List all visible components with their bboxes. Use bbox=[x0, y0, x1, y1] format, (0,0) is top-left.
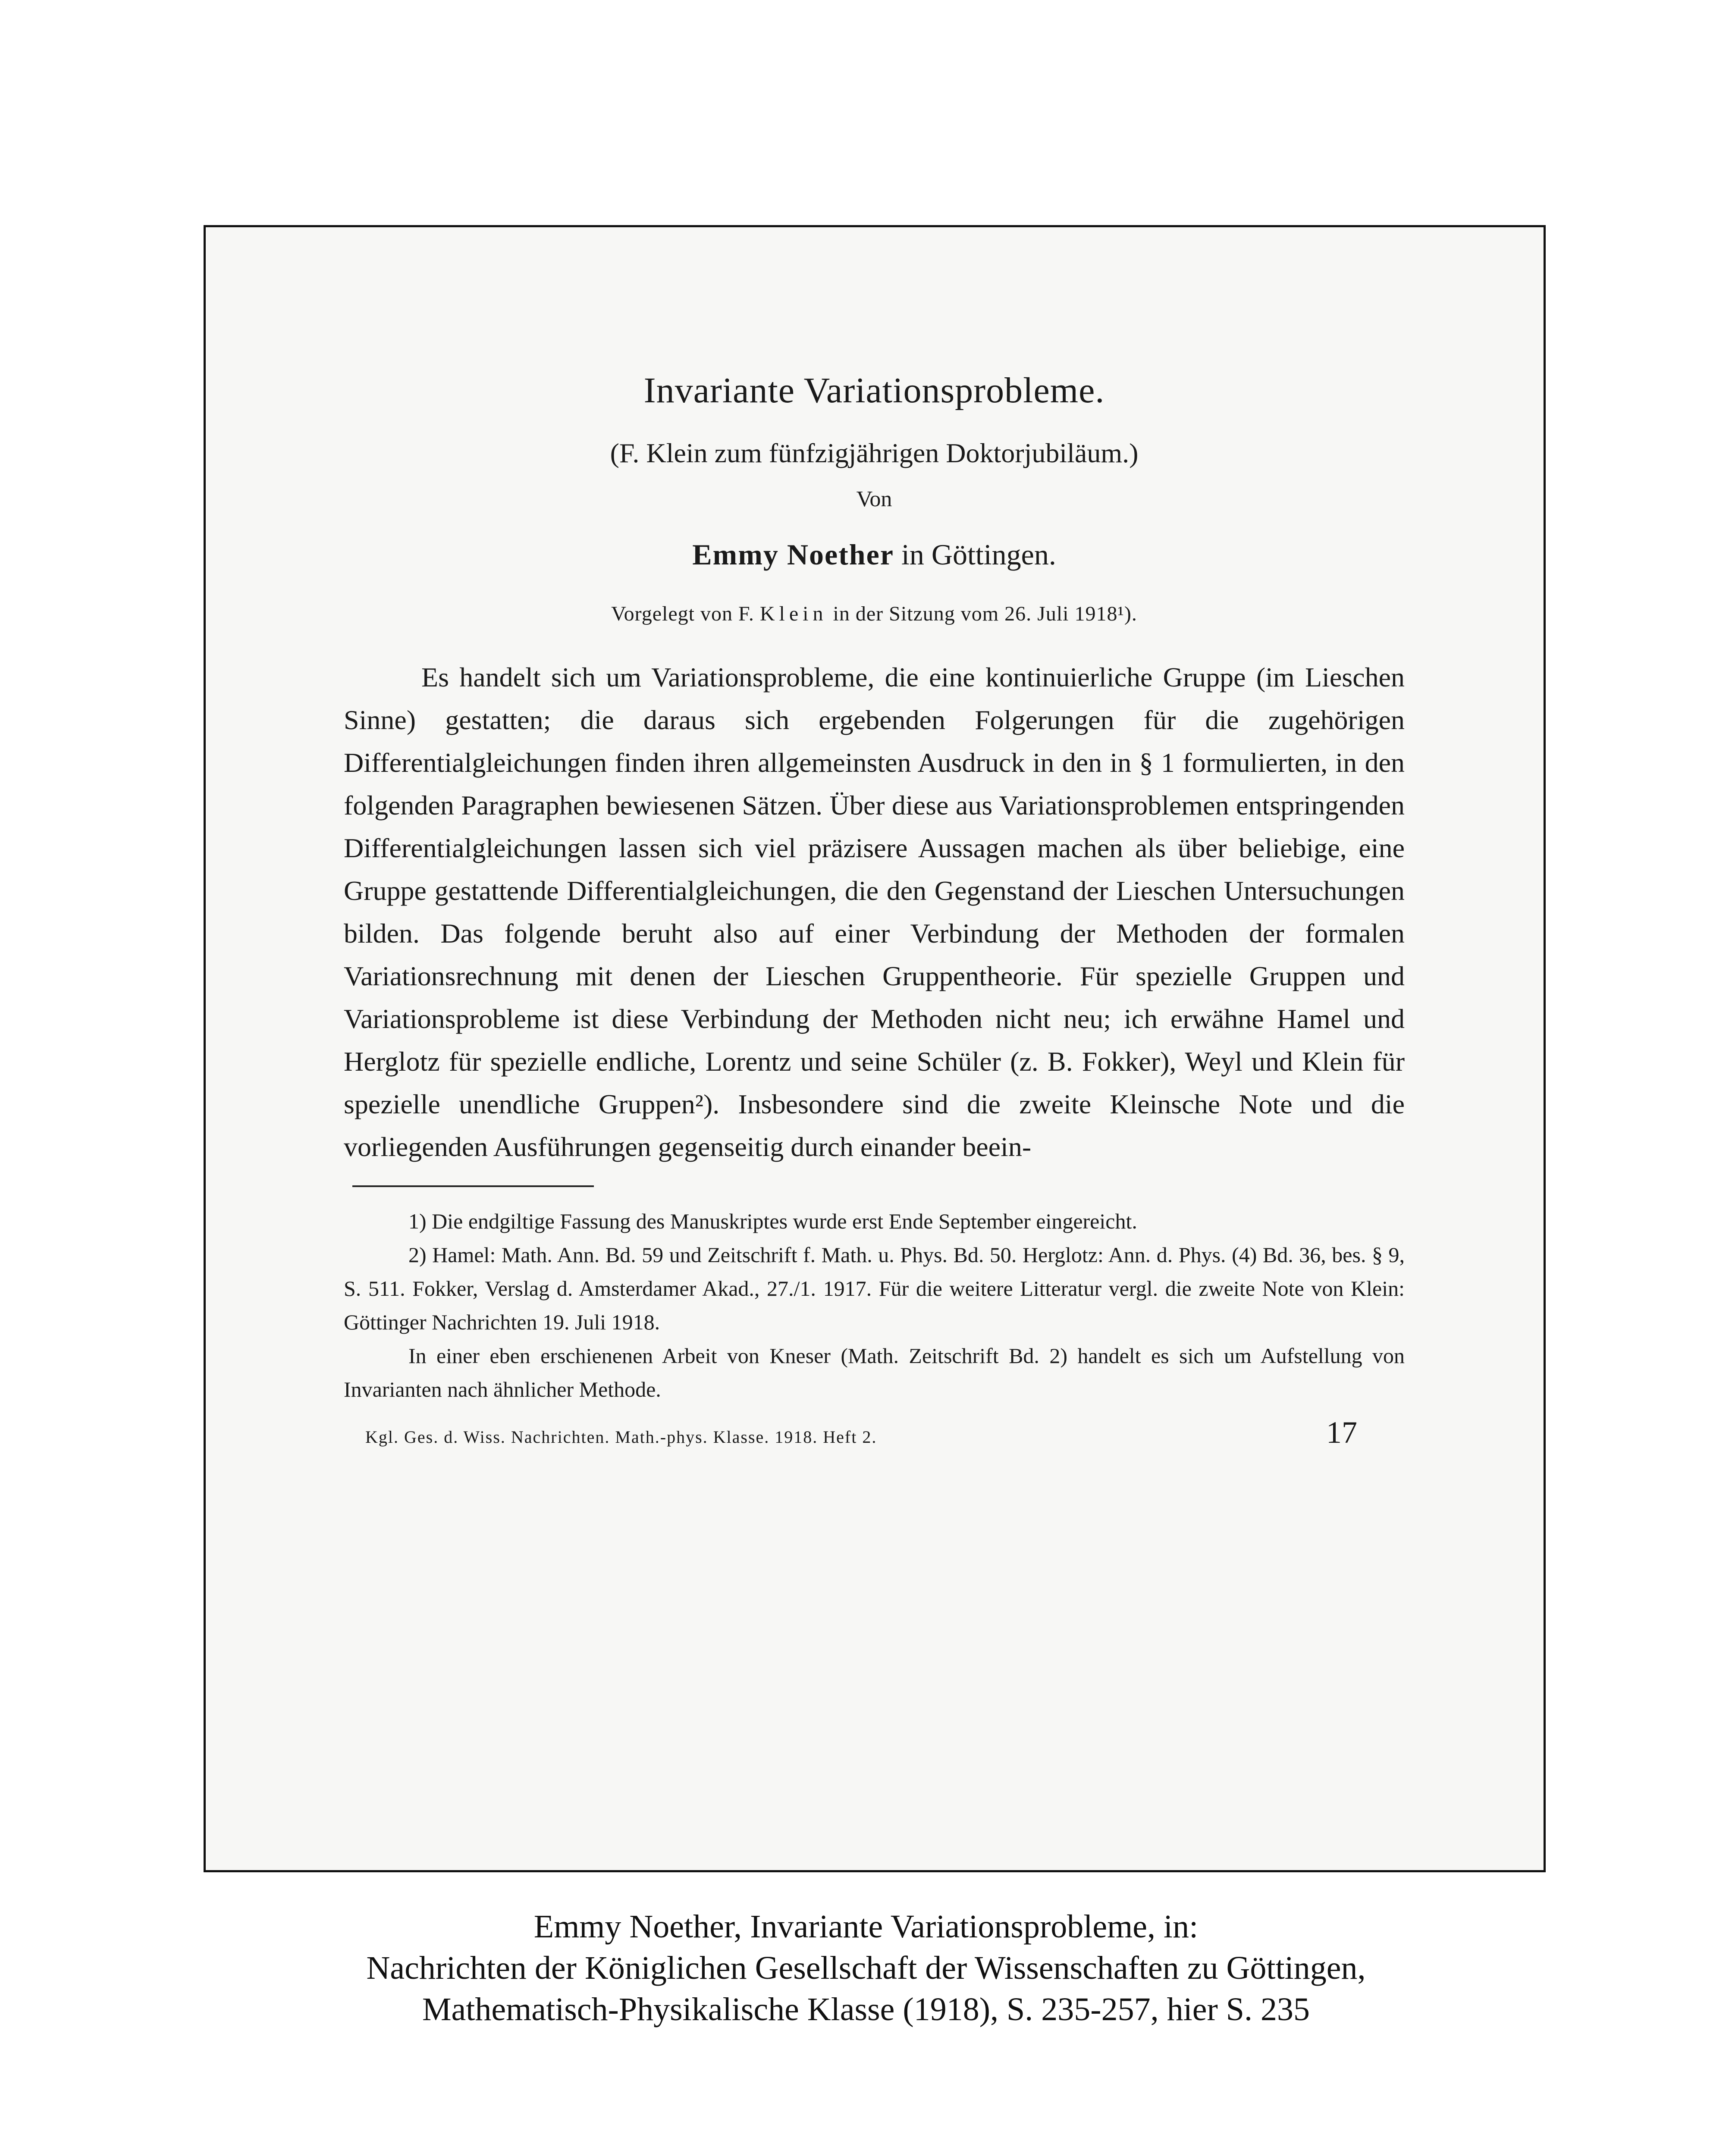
author-line bbox=[344, 538, 1405, 572]
presented-suffix: in der Sitzung vom 26. Juli 1918¹). bbox=[833, 602, 1137, 625]
paper-title: Invariante Variationsprobleme. bbox=[643, 370, 1105, 411]
journal-reference: Kgl. Ges. d. Wiss. Nachrichten. Math.-phys. Klasse. 1918. Heft 2. bbox=[365, 1427, 877, 1447]
author-location: in Göttingen. bbox=[901, 538, 1056, 571]
caption-line-1: Emmy Noether, Invariante Variationsprobleme, in: bbox=[533, 1908, 1199, 1945]
footnote-divider bbox=[352, 1185, 594, 1187]
page-number: 17 bbox=[1326, 1415, 1357, 1450]
von-line: Von bbox=[856, 487, 892, 511]
footnote-2: 2) Hamel: Math. Ann. Bd. 59 und Zeitschrift f. Math. u. Phys. Bd. 50. Herglotz: Ann. d. Phys. (4) Bd. 36, bes. § 9, S. 511. Fokker, Verslag d. Amsterdamer Akad., 27./1. 1917. Für die weitere Litteratur vergl. die zweite Note von Klein: Göttinger Nachrichten 19. Juli 1918. bbox=[344, 1243, 1405, 1334]
presented-line bbox=[344, 602, 1405, 626]
caption-line-3: Mathematisch-Physikalische Klasse (1918), S. 235-257, hier S. 235 bbox=[422, 1991, 1310, 2028]
presented-prefix: Vorgelegt von F. bbox=[611, 602, 754, 625]
paper-subtitle: (F. Klein zum fünfzigjährigen Doktorjubiläum.) bbox=[610, 438, 1139, 468]
author-name: Emmy Noether bbox=[692, 538, 894, 571]
footnote-1: 1) Die endgiltige Fassung des Manuskriptes wurde erst Ende September eingereicht. bbox=[408, 1209, 1137, 1233]
caption-line-2: Nachrichten der Königlichen Gesellschaft der Wissenschaften zu Göttingen, bbox=[366, 1950, 1366, 1986]
citation-caption bbox=[0, 1906, 1732, 2030]
scanned-page-content bbox=[344, 370, 1405, 1451]
page-footer bbox=[344, 1415, 1405, 1451]
presented-name: Klein bbox=[759, 602, 828, 625]
footnote-3: In einer eben erschienenen Arbeit von Kneser (Math. Zeitschrift Bd. 2) handelt es sich um Aufstellung von Invarianten nach ähnlicher Methode. bbox=[344, 1344, 1405, 1401]
scanned-page-frame bbox=[204, 225, 1546, 1872]
body-paragraph: Es handelt sich um Variationsprobleme, die eine kontinuierliche Gruppe (im Lieschen Sinne) gestatten; die daraus sich ergebenden Folgerungen für die zugehörigen Differentialgleichungen finden ihren allgemeinsten Ausdruck in den in § 1 formulierten, in den folgenden Paragraphen bewiesenen Sätzen. Über diese aus Variationsproblemen entspringenden Differentialgleichungen lassen sich viel präzisere Aussagen machen als über beliebige, eine Gruppe gestattende Differentialgleichungen, die den Gegenstand der Lieschen Untersuchungen bilden. Das folgende beruht also auf einer Verbindung der Methoden der formalen Variationsrechnung mit denen der Lieschen Gruppentheorie. Für spezielle Gruppen und Variationsprobleme ist diese Verbindung der Methoden nicht neu; ich erwähne Hamel und Herglotz für spezielle endliche, Lorentz und seine Schüler (z. B. Fokker), Weyl und Klein für spezielle unendliche Gruppen²). Insbesondere sind die zweite Kleinsche Note und die vorliegenden Ausführungen gegenseitig durch einander beein- bbox=[344, 662, 1405, 1162]
